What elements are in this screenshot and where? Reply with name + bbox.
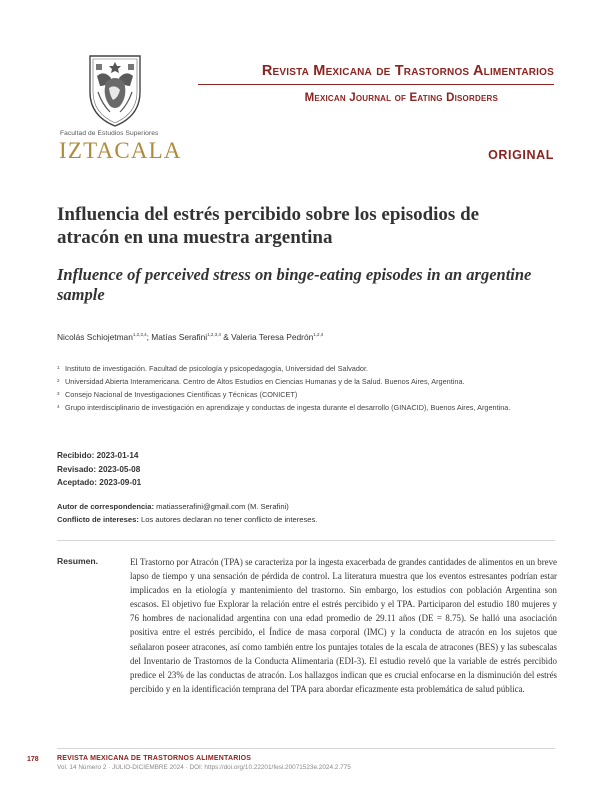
accepted-date: Aceptado: 2023-09-01 — [57, 478, 142, 487]
footer-rule — [57, 748, 555, 749]
affiliation-item — [57, 362, 557, 375]
revised-date: Revisado: 2023-05-08 — [57, 464, 141, 474]
unam-seal-icon — [84, 52, 146, 128]
affiliation-number: 3 — [57, 391, 60, 396]
article-dates — [57, 449, 141, 490]
conflict-line — [57, 513, 317, 526]
conflict-value: Los autores declaran no tener conflicto de intereses. — [138, 515, 318, 524]
affiliation-item — [57, 401, 557, 414]
affiliation-item — [57, 388, 557, 401]
section-label: ORIGINAL — [488, 148, 554, 162]
author-affiliation-sup: 1,2,3,4 — [132, 332, 147, 338]
correspondence-block — [57, 500, 317, 526]
conflict-label: Conflicto de intereses: — [57, 515, 139, 524]
abstract-text: El Trastorno por Atracón (TPA) se caracteriza por la ingesta exacerbada de grandes cantidades de alimentos en un breve lapso de tiempo y una sensación de pérdida de control. La literatura muestra que los eventos estresantes podrían estar implicados en la etiología y mantenimiento del trastorno. Sin embargo, los estudios con población Argentina son escasos. El objetivo fue Explorar la relación entre el estrés percibido y el TPA. Participaron del estudio 180 mujeres y 76 hombres de nacionalidad argentina con una edad promedio de 29.11 años (DE = 8.75). Se halló una asociación positiva entre el estrés percibido, el Índice de masa corporal (IMC) y la conducta de atracón en los sujetos que señalaron poseer atracones, así como también entre los puntajes totales de la escala de atracones (BES) y las subescalas del Inventario de Trastornos de la Conducta Alimentaria (EDI-3). El estudio reveló que la variable de estrés percibido predice el 23% de las conductas de atracón. Los hallazgos indican que es crucial enfocarse en la disminución del estrés percibido y en la identificación temprana del TPA para abordar eficazmente esta problemática de salud pública. — [130, 557, 557, 694]
footer-issue-info[interactable]: Vol. 14 Número 2 · JULIO-DICIEMBRE 2024 · DOI: https://doi.org/10.22201/fesi.20071523e.2024.2.775 — [57, 764, 351, 771]
author-separator: ; — [146, 332, 152, 342]
author-affiliation-sup: 1,2,4 — [313, 332, 324, 338]
affiliation-text: Universidad Abierta Interamericana. Centro de Altos Estudios en Ciencias Humanas y de la Salud. Buenos Aires, Argentina. — [65, 377, 465, 386]
article-title-es: Influencia del estrés percibido sobre los episodios de atracón en una muestra argentina — [57, 204, 480, 248]
section-divider — [57, 540, 555, 541]
author-list — [57, 332, 323, 342]
author-name: Valeria Teresa Pedrón — [231, 332, 314, 342]
correspondence-label: Autor de correspondencia: — [57, 502, 155, 511]
author-name: Nicolás Schiojetman — [57, 332, 133, 342]
author-name: Matías Serafini — [151, 332, 208, 342]
journal-title-en: Mexican Journal of Eating Disorders — [304, 92, 498, 104]
iztacala-wordmark: IZTACALA — [59, 138, 182, 163]
affiliation-number: 2 — [57, 378, 60, 383]
affiliation-number: 1 — [57, 365, 60, 370]
affiliation-text: Consejo Nacional de Investigaciones Científicas y Técnicas (CONICET) — [65, 390, 298, 399]
author-separator: & — [220, 332, 232, 342]
affiliation-list — [57, 362, 557, 414]
affiliation-text: Grupo interdisciplinario de investigación en aprendizaje y conductas de ingesta durante el desarrollo (GINACID), Buenos Aires, Argentina. — [65, 403, 511, 412]
abstract-label: Resumen. — [57, 556, 99, 566]
affiliation-number: 4 — [57, 404, 60, 409]
facultad-label: Facultad de Estudios Superiores — [60, 130, 159, 137]
header-rule — [198, 84, 554, 85]
article-title-en: Influence of perceived stress on binge-eating episodes in an argentine sample — [57, 265, 532, 304]
iztacala-logo — [59, 52, 182, 163]
affiliation-item — [57, 375, 557, 388]
affiliation-text: Instituto de investigación. Facultad de psicología y psicopedagogía, Universidad del Salvador. — [65, 364, 369, 373]
correspondence-email[interactable]: matiasserafini@gmail.com (M. Serafini) — [154, 502, 289, 511]
received-date: Recibido: 2023-01-14 — [57, 451, 139, 460]
correspondence-line — [57, 500, 317, 513]
author-affiliation-sup: 1,2,3,4 — [207, 332, 221, 338]
page-number: 178 — [27, 756, 39, 763]
footer-journal-name: REVISTA MEXICANA DE TRASTORNOS ALIMENTARIOS — [57, 755, 252, 762]
journal-title-es: Revista Mexicana de Trastornos Alimentarios — [261, 63, 554, 79]
